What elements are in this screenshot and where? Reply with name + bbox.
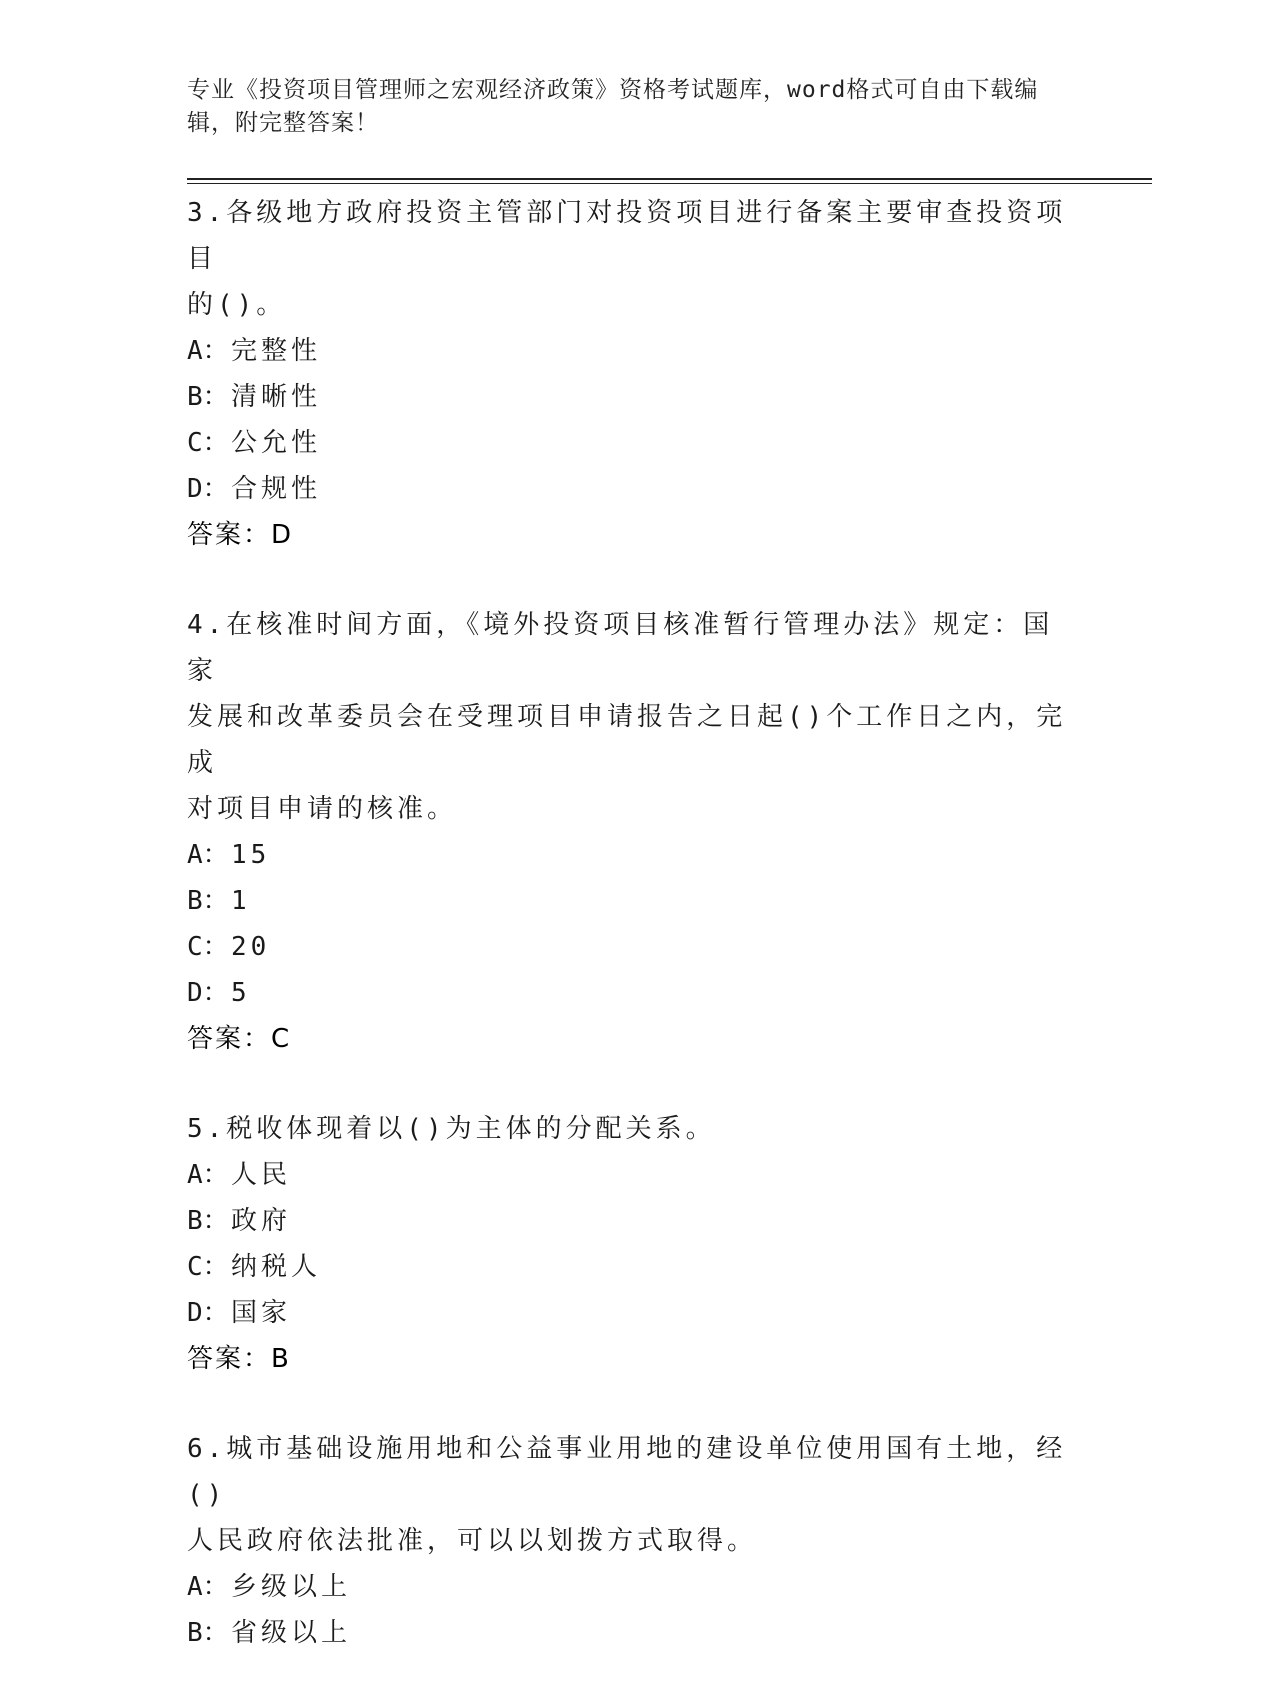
option-text: 完整性 — [231, 336, 322, 366]
option-b — [187, 878, 1067, 924]
header-line-1: 专业《投资项目管理师之宏观经济政策》资格考试题库，word格式可自由下载编 — [187, 77, 1039, 103]
option-d — [187, 466, 1067, 512]
option-key: D： — [187, 1298, 229, 1328]
option-text: 合规性 — [231, 474, 322, 504]
option-key: A： — [187, 1160, 229, 1190]
question-list — [187, 190, 1067, 1700]
option-key: C： — [187, 428, 229, 458]
option-key: B： — [187, 1618, 229, 1648]
option-text: 乡级以上 — [231, 1572, 352, 1602]
option-d — [187, 970, 1067, 1016]
option-text: 15 — [231, 840, 271, 870]
question-stem-line: 发展和改革委员会在受理项目申请报告之日起()个工作日之内，完成 — [187, 702, 1067, 778]
header-divider-thin — [187, 183, 1152, 184]
option-text: 5 — [231, 978, 251, 1008]
document-header — [187, 74, 1067, 140]
option-key: A： — [187, 336, 229, 366]
question-3 — [187, 190, 1067, 558]
option-text: 清晰性 — [231, 382, 322, 412]
option-b — [187, 1610, 1067, 1656]
option-key: D： — [187, 474, 229, 504]
option-d — [187, 1290, 1067, 1336]
option-a — [187, 328, 1067, 374]
option-key: D： — [187, 978, 229, 1008]
question-6 — [187, 1426, 1067, 1656]
answer: 答案：C — [187, 1024, 292, 1054]
option-b — [187, 1198, 1067, 1244]
question-5 — [187, 1106, 1067, 1382]
question-stem-line: 6.城市基础设施用地和公益事业用地的建设单位使用国有土地，经() — [187, 1434, 1067, 1510]
question-stem-line: 4.在核准时间方面，《境外投资项目核准暂行管理办法》规定：国家 — [187, 610, 1054, 686]
option-key: A： — [187, 840, 229, 870]
question-stem-line: 3.各级地方政府投资主管部门对投资项目进行备案主要审查投资项目 — [187, 198, 1067, 274]
option-key: B： — [187, 886, 229, 916]
option-text: 国家 — [231, 1298, 292, 1328]
option-key: C： — [187, 932, 229, 962]
option-text: 公允性 — [231, 428, 322, 458]
question-4 — [187, 602, 1067, 1062]
option-b — [187, 374, 1067, 420]
option-a — [187, 1564, 1067, 1610]
question-stem-line: 5.税收体现着以()为主体的分配关系。 — [187, 1114, 716, 1144]
option-key: C： — [187, 1252, 229, 1282]
option-key: B： — [187, 1206, 229, 1236]
question-stem-line: 的()。 — [187, 290, 287, 320]
option-c — [187, 420, 1067, 466]
option-text: 政府 — [231, 1206, 292, 1236]
option-text: 1 — [231, 886, 251, 916]
question-stem-line: 对项目申请的核准。 — [187, 794, 458, 824]
option-text: 20 — [231, 932, 271, 962]
option-a — [187, 832, 1067, 878]
option-text: 人民 — [231, 1160, 292, 1190]
option-key: B： — [187, 382, 229, 412]
option-text: 省级以上 — [231, 1618, 352, 1648]
option-a — [187, 1152, 1067, 1198]
answer: 答案：D — [187, 520, 294, 550]
option-key: A： — [187, 1572, 229, 1602]
answer: 答案：B — [187, 1344, 291, 1374]
option-text: 纳税人 — [231, 1252, 322, 1282]
question-stem-line: 人民政府依法批准，可以以划拨方式取得。 — [187, 1526, 758, 1556]
option-c — [187, 924, 1067, 970]
header-line-2: 辑，附完整答案！ — [187, 110, 379, 136]
option-c — [187, 1244, 1067, 1290]
header-divider-thick — [187, 178, 1152, 180]
